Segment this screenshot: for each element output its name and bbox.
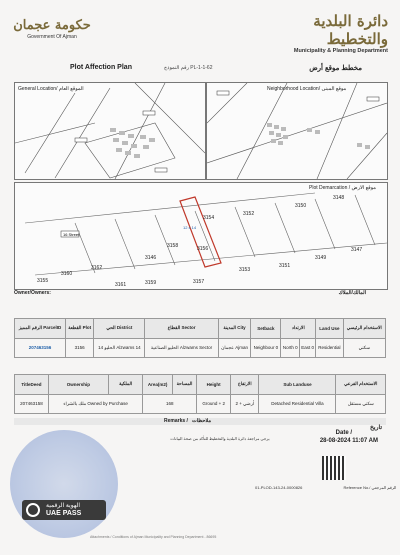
header-cell: Setback [251,319,281,339]
owners-label-en: Owner/Owners: [14,290,51,296]
landuse-cell: Residential [316,338,343,358]
government-logo-ar: حكومة عجمان [13,18,91,33]
plot-demarcation-map [14,182,388,290]
reference-label: Reference No./ الرقم المرجعي [343,485,397,490]
plot-label: 3156 [197,246,209,252]
validation-note: يرجى مراجعة دائرة البلدية والتخطيط للتأكد من صحة البيانات [170,436,270,441]
sub-landuse-cell: Detached Residential Villa [259,394,336,414]
header-cell: الحي District [94,319,145,339]
owners-label-ar: المالك/الملاك [338,290,366,296]
municipality-logo [248,12,388,54]
government-logo [12,18,92,40]
plot-label: 3154 [203,215,215,221]
header [0,8,400,56]
reference-value: 01-PLOD-143-24-0000826 [255,485,303,490]
title-deed-header [15,375,386,395]
title-ar: مخطط موقع أرض [309,65,362,72]
uae-pass-ar: الهوية الرقمية [46,503,81,509]
header-cell: المدينة City [218,319,251,339]
plot-label: 3161 [115,282,127,288]
header-cell: TitleDeed [15,375,49,395]
road-label: 16 Street [63,232,80,237]
plot-label: 3152 [243,211,255,217]
plot-label: 3147 [351,247,363,253]
sub-landuse-ar-cell: سكني مستقل [336,394,386,414]
bottom-note: Attachments / Conditions of Ajman Municipality and Planning Department - 86695 [90,535,217,539]
sector-cell: الحليو الصناعية Alzwams Sector [145,338,218,358]
reference-number [255,485,396,490]
government-logo-en: Government Of Ajman [27,34,77,40]
remarks-label-en: Remarks / [164,418,188,424]
title-row [14,64,386,76]
general-location-map [14,82,206,180]
owners-bar [14,290,386,297]
plot-label: 3146 [145,255,157,261]
header-cell: المساحة [172,375,196,395]
header-cell: الارتفاع [231,375,259,395]
plot-label: 3157 [193,279,205,285]
parcel-table-header [15,319,386,339]
uae-pass-badge [22,500,106,520]
header-cell: الاستخدام الرئيسي [343,319,385,339]
header-cell: الملكية [108,375,143,395]
title-deed-table [14,374,386,414]
date-value: 28-08-2024 11:07 AM [319,438,378,444]
neighborhood-label-en: Neighborhood Location/ [267,86,321,92]
form-ref: رقم النموذج PL-1-1-62 [164,65,213,71]
height-ar-cell: أرضي + 2 [231,394,259,414]
date-label-ar: تاريخ [370,425,382,431]
plot-label: 3148 [333,195,345,201]
parcel-id-cell: 207463156 [15,338,66,358]
plot-cell: 3156 [66,338,94,358]
qr-code[interactable] [322,456,346,480]
parcel-table-row [15,338,386,358]
uae-pass-en: UAE PASS [46,510,82,517]
setback-north-cell: North 0 [281,338,300,358]
fingerprint-icon [26,503,40,517]
title-en: Plot Affection Plan [70,64,132,71]
header-cell: Ownership [48,375,108,395]
header-cell: القطاع Sector [145,319,218,339]
area-cell: 168 [143,394,197,414]
plot-label: 3153 [239,267,251,273]
header-cell: القطعة Plot [66,319,94,339]
date-label-en: Date / [335,430,352,436]
parcel-table [14,318,386,358]
landuse-ar-cell: سكني [343,338,385,358]
remarks-label-ar: ملاحظات [192,418,212,424]
neighborhood-map-lines [207,83,387,179]
plot-label: 3151 [279,263,291,269]
demarcation-label-en: Plot Demarcation / [309,185,351,191]
header-cell: Height [197,375,231,395]
district-cell: الحليو 14 Alzwams 14 [94,338,145,358]
neighborhood-label-ar: موقع المبنى [321,86,347,92]
municipality-logo-en: Municipality & Planning Department [293,48,388,54]
plot-label: 3159 [145,280,157,286]
header-cell: الارتداد [281,319,316,339]
header-cell: Land Use [316,319,343,339]
title-deed-row [15,394,386,414]
demarcation-label-ar: موقع الارض [351,185,376,191]
height-cell: Ground + 2 [197,394,231,414]
plot-label: 3158 [167,243,179,249]
city-cell: عجمان Ajman [218,338,251,358]
setback-cell: Neighbour 0 [251,338,281,358]
general-label-en: General Location/ [18,86,58,92]
plot-label: 3149 [315,255,327,261]
ownership-cell: ملك بالشراء Owned by Purchase [48,394,142,414]
plot-label: 3150 [295,203,307,209]
plot-label: 3162 [91,265,103,271]
setback-east-cell: East 0 [300,338,316,358]
municipality-logo-ar: دائرة البلدية والتخطيط [313,12,388,48]
header-cell: الرقم المميز ParcelID [15,319,66,339]
general-label-ar: الموقع العام [58,86,84,92]
plot-label: 3155 [37,278,49,284]
title-deed-cell: 207463158 [15,394,49,414]
plot-label: 3160 [61,271,73,277]
neighborhood-location-map [206,82,388,180]
remarks-bar [14,418,386,425]
plot-dim-label: 12 x 14 [183,225,197,230]
ajman-emblem-watermark [10,430,118,538]
header-cell: Sub Landuse [259,375,336,395]
general-map-lines [15,83,205,179]
header-cell: Area(m2) [143,375,173,395]
header-cell: الاستخدام الفرعي [336,375,386,395]
